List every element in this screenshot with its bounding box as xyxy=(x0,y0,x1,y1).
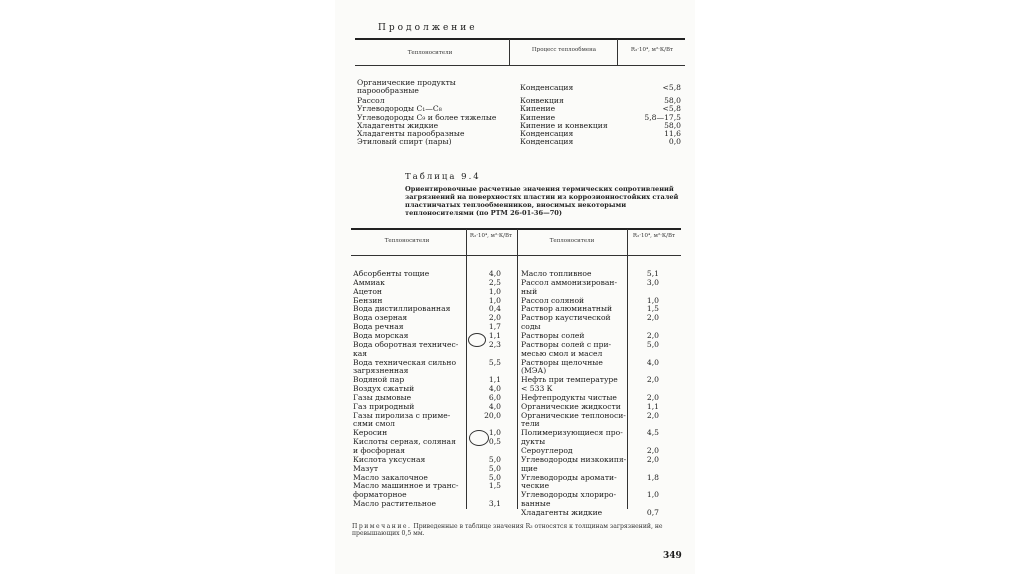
table-2-left-value: 1,0 xyxy=(488,295,501,305)
table-1-value-cell: <5,8 xyxy=(662,83,681,92)
table-2-right-value: 2,0 xyxy=(646,330,659,340)
table-2-right-value: 1,5 xyxy=(646,304,659,314)
table-2-right-name: Полимеризующиеся про- xyxy=(521,428,623,438)
table-2-right-value: 4,0 xyxy=(646,357,659,367)
table-2-right-value: 1,8 xyxy=(646,472,659,482)
table-2-left-value: 2,0 xyxy=(488,313,501,323)
table-1-top-rule xyxy=(355,38,685,40)
table-2-left-name: Аммиак xyxy=(353,277,385,287)
table-2-left-value: 4,0 xyxy=(488,384,501,394)
table-2-right-name: месью смол и масел xyxy=(521,348,603,358)
table-2-left-name: Кислота уксусная xyxy=(353,454,426,464)
table-2-left-value: 5,0 xyxy=(488,463,501,473)
table-1-header-carriers: Теплоносители xyxy=(407,50,453,56)
table-1-divider-b xyxy=(617,39,618,65)
table-2-left-value: 2,3 xyxy=(488,339,501,349)
table-2-left-name: Ацетон xyxy=(353,286,382,296)
table-2-right-value: 5,0 xyxy=(646,339,659,349)
table-2-right-name: ванные xyxy=(521,499,551,509)
table-2-right-name: Нефтепродукты чистые xyxy=(521,392,617,402)
table-2-right-name: Растворы солей с при- xyxy=(521,339,612,349)
table-2-left-value: 5,0 xyxy=(488,454,501,464)
table-2-right-name: Органические теплоноси- xyxy=(521,410,626,420)
table-2-left-name: Керосин xyxy=(353,428,388,438)
table-2-right-value: 5,1 xyxy=(646,269,659,278)
table-1-process-cell: Кипение xyxy=(520,104,556,113)
table-2-right-value: 0,7 xyxy=(646,507,659,517)
table-2-right-name: Раствор каустической xyxy=(521,313,611,323)
table-1-value-cell: 11,6 xyxy=(664,129,681,138)
table-1-process-cell: Кипение xyxy=(520,113,556,122)
table-1-value-cell: <5,8 xyxy=(662,104,681,113)
note-label: Примечание. xyxy=(352,523,412,530)
table-2-left-name: Воздух сжатый xyxy=(353,384,415,394)
table-2-left-name: Газ природный xyxy=(353,401,415,411)
table-2-left-value: 4,0 xyxy=(488,401,501,411)
table-2-left-name: Абсорбенты тощие xyxy=(353,269,430,278)
table-2-right-name: дукты xyxy=(521,437,546,447)
table-2-left-value: 0,5 xyxy=(488,437,501,447)
table-2-left-value: 4,0 xyxy=(488,269,501,278)
table-2-left-value: 5,0 xyxy=(488,472,501,482)
table-2-right-value: 4,5 xyxy=(646,428,659,438)
table-2-left-value: 20,0 xyxy=(484,410,501,420)
table-2-right-name: Углеводороды низкокипя- xyxy=(521,454,627,464)
pen-circle-mark xyxy=(469,430,489,446)
table-2-header-resistance-right: R₃·10⁴, м²·К/Вт xyxy=(632,233,676,239)
table-2-right-name: Сероуглерод xyxy=(521,446,573,455)
table-1-value-cell: 0,0 xyxy=(668,137,681,146)
table-2-left-value: 1,1 xyxy=(488,330,501,340)
table-2-top-rule xyxy=(351,228,681,230)
table-2-right-value: 2,0 xyxy=(646,446,659,455)
table-2-left-name: форматорное xyxy=(353,490,407,500)
table-2-right-name: Рассол аммонизирован- xyxy=(521,277,618,287)
table-2-right-value: 1,0 xyxy=(646,295,659,305)
note-text: Приведенные в таблице значения R₃ относятся к толщинам загрязнений, не превышающих 0,5 мм. xyxy=(352,523,663,538)
table-2-right-name: ный xyxy=(521,286,538,296)
table-1-process-cell: Конденсация xyxy=(520,129,574,138)
table-1-name-cell: Хладагенты парообразные xyxy=(357,129,465,138)
table-2-right-name: Рассол соляной xyxy=(521,295,585,305)
table-1-process-cell: Кипение и конвекция xyxy=(520,121,608,130)
table-2-right-name: соды xyxy=(521,322,541,332)
table-2-left-value: 1,1 xyxy=(488,375,501,385)
table-2-left-name: и фосфорная xyxy=(353,446,405,455)
page-number: 349 xyxy=(663,551,682,561)
table-2-left-value: 1,7 xyxy=(488,322,501,332)
table-1-header-process: Процесс теплообмена xyxy=(531,47,597,53)
table-1-value-cell: 5,8—17,5 xyxy=(644,113,681,122)
table-2-right-name: Углеводороды аромати- xyxy=(521,472,617,482)
table-2-left-value: 1,0 xyxy=(488,286,501,296)
table-1-value-cell: 58,0 xyxy=(664,121,681,130)
table-2-right-name: Нефть при температуре xyxy=(521,375,618,385)
table-2-right-name: тели xyxy=(521,419,540,429)
table-2-divider-a xyxy=(466,229,467,509)
table-2-left-value: 3,1 xyxy=(488,499,501,509)
table-2-right-name: Органические жидкости xyxy=(521,401,621,411)
table-2-right-value: 2,0 xyxy=(646,454,659,464)
table-2-left-name: Мазут xyxy=(353,463,379,473)
table-1-name-cell: Хладагенты жидкие xyxy=(357,121,439,130)
table-2-right-name: Растворы солей xyxy=(521,330,585,340)
table-1-header-resistance: R₃·10⁴, м²·К/Вт xyxy=(630,47,674,53)
table-note xyxy=(352,523,687,538)
table-2-right-name: (МЭА) xyxy=(521,366,547,376)
table-2-left-name: Вода дистиллированная xyxy=(353,304,451,314)
table-2-right-name: < 533 К xyxy=(521,384,553,394)
table-1-divider-a xyxy=(509,39,510,65)
table-2-left-name: Водяной пар xyxy=(353,375,405,385)
table-2-right-name: Масло топливное xyxy=(521,269,592,278)
table-2-right-value: 1,1 xyxy=(646,401,659,411)
table-2-left-name: Масло растительное xyxy=(353,499,437,509)
table-1-name-cell: Органические продукты пароообразные xyxy=(357,78,456,96)
table-2-left-name: Масло закалочное xyxy=(353,472,428,482)
table-2-left-name: Вода оборотная техничес- xyxy=(353,339,459,349)
pen-circle-mark xyxy=(468,333,486,347)
table-2-header-rule xyxy=(351,255,681,256)
table-2-left-value: 1,0 xyxy=(488,428,501,438)
table-2-right-name: щие xyxy=(521,463,538,473)
table-2-header-carriers-right: Теплоносители xyxy=(549,238,595,244)
table-2-left-value: 1,5 xyxy=(488,481,501,491)
table-2-left-name: Кислоты серная, соляная xyxy=(353,437,456,447)
table-2-left-name: Вода озерная xyxy=(353,313,408,323)
table-2-left-name: Бензин xyxy=(353,295,383,305)
table-2-right-name: Хладагенты жидкие xyxy=(521,507,603,517)
table-2-left-value: 6,0 xyxy=(488,392,501,402)
table-2-number: Таблица 9.4 xyxy=(405,172,481,182)
table-2-right-value: 2,0 xyxy=(646,410,659,420)
table-2-right-name: Растворы щелочные xyxy=(521,357,603,367)
table-1-process-cell: Конденсация xyxy=(520,137,574,146)
table-2-divider-c xyxy=(627,229,628,509)
table-2-right-value: 2,0 xyxy=(646,313,659,323)
table-2-left-name: Вода речная xyxy=(353,322,404,332)
table-1-name-cell: Углеводороды C₁—C₈ xyxy=(357,104,442,113)
table-2-divider-b xyxy=(517,229,518,509)
table-2-left-name: сями смол xyxy=(353,419,395,429)
table-2-right-value: 3,0 xyxy=(646,277,659,287)
table-2-left-name: Масло машинное и транс- xyxy=(353,481,459,491)
table-2-left-name: кая xyxy=(353,348,368,358)
table-2-left-value: 2,5 xyxy=(488,277,501,287)
table-2-header-carriers-left: Теплоносители xyxy=(384,238,430,244)
table-2-header-resistance-left: R₃·10⁴, м²·К/Вт xyxy=(469,233,513,239)
table-1-process-cell: Конвекция xyxy=(520,96,564,105)
table-2-left-value: 5,5 xyxy=(488,357,501,367)
table-2-right-name: ческие xyxy=(521,481,550,491)
table-1-name-cell: Рассол xyxy=(357,96,385,105)
table-2-caption: Ориентировочные расчетные значения термических сопротивлений загрязнений на поверхностях пластин из коррозионностойких сталей пластинчатых теплообменников, вносимых некоторыми теплоносителями (по РТМ 26-01-36—70) xyxy=(405,185,679,217)
table-2-left-name: Газы дымовые xyxy=(353,392,412,402)
table-2-right-name: Раствор алюминатный xyxy=(521,304,613,314)
table-2-left-name: Газы пиролиза с приме- xyxy=(353,410,451,420)
table-1-name-cell: Этиловый спирт (пары) xyxy=(357,137,452,146)
table-1-name-cell: Углеводороды C₉ и более тяжелые xyxy=(357,113,497,122)
table-2-right-name: Углеводороды хлориро- xyxy=(521,490,617,500)
table-2-right-value: 2,0 xyxy=(646,392,659,402)
table-2-left-name: Вода морская xyxy=(353,330,409,340)
table-2-left-value: 0,4 xyxy=(488,304,501,314)
table-2-right-value: 2,0 xyxy=(646,375,659,385)
table-2-left-name: загрязненная xyxy=(353,366,409,376)
table-2-right-value: 1,0 xyxy=(646,490,659,500)
continuation-title: Продолжение xyxy=(378,23,478,33)
table-1-header-rule xyxy=(355,65,685,66)
table-1-process-cell: Конденсация xyxy=(520,83,574,92)
table-2-left-name: Вода техническая сильно xyxy=(353,357,457,367)
table-1-value-cell: 58,0 xyxy=(664,96,681,105)
